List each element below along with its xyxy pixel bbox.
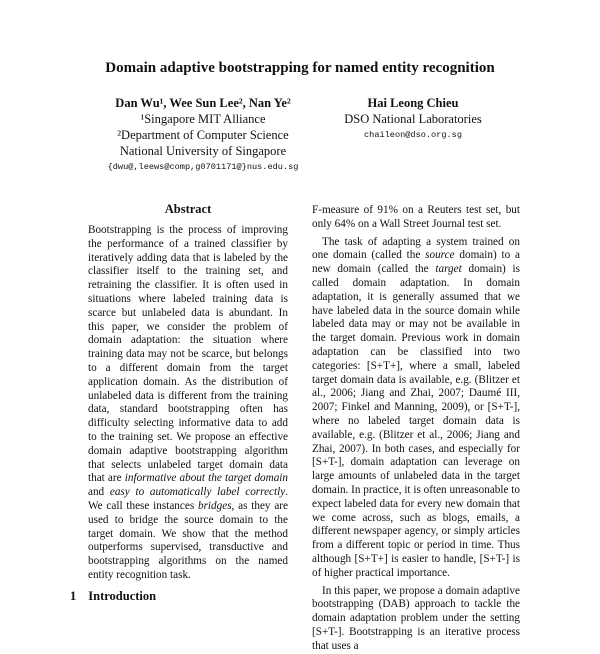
affiliation-3: National University of Singapore xyxy=(119,144,287,158)
section-heading xyxy=(70,589,156,604)
author-email-right: chaileon@dso.org.sg xyxy=(364,130,462,140)
abstract-heading: Abstract xyxy=(164,202,212,216)
abstract-text-part: Bootstrapping is the process of improving the performance of a trained classifier by iteratively adding data that is labeled by the classifier itself to the training set, and retraining the classifier. It is often used in situations where labeled training data is scarce but unlabeled data is abundant. In this paper, we consider the problem of domain adaptation: the situation where training data may not be scarce, but belongs to a different domain from the target application domain. As the distribution of unlabeled data is different from the training data, standard bootstrapping often has difficulty selecting informative data to add to the training set. We propose an effective domain adaptive bootstrapping algorithm that selects unlabeled target domain data that are xyxy=(88,224,288,485)
abstract-text-part: and xyxy=(88,486,110,499)
paragraph-domain-adaptation xyxy=(312,236,520,581)
author-name-right: Hai Leong Chieu xyxy=(367,96,459,110)
abstract-text-part: . We call these instances xyxy=(88,486,288,512)
abstract-emphasis: bridges xyxy=(197,499,232,512)
section-title: Introduction xyxy=(88,589,157,603)
paragraph-proposal: In this paper, we propose a domain adaptive bootstrapping (DAB) approach to tackle the domain adaptation problem under the setting [S+T-]. Bootstrapping is an iterative process that uses a xyxy=(312,584,520,652)
right-column xyxy=(312,204,520,654)
abstract-emphasis: informative about the target domain xyxy=(124,472,289,485)
paragraph-text-part: domain) to a new domain (called the xyxy=(312,249,521,276)
author-names-left: Dan Wu¹, Wee Sun Lee², Nan Ye² xyxy=(115,96,291,110)
author-block-right xyxy=(318,95,508,143)
abstract-text-part: , as they are used to bridge the source domain to the target domain. We show that the method outperforms supervised, transductive and bootstrapping algorithms on the named entity recognition task. xyxy=(88,499,288,581)
paragraph-text-part: domain) is called domain adaptation. In domain adaptation, it is generally assumed that we have labeled data in the source domain while labeled data may or may not be available in the target domain. Previous work in domain adaptation can be classified into two categories: [S+T+], where a small, labeled target domain data is available, e.g. (Blitzer et al., 2006; Jiang and Zhai, 2007; Daumé III, 2007; Finkel and Manning, 2009), or [S+T-], where no labeled target domain data is available, e.g. (Blitzer et al., 2006; Jiang and Zhai, 2007). In both cases, and especially for [S+T-], domain adaptation can leverage on large amounts of unlabeled data in the target domain. In practice, it is often unreasonable to expect labeled data for every new domain that we come across, such as blogs, emails, a different newspaper agency, or simply articles from a different topic or period in time. Thus although [S+T+] is easier to handle, [S+T-] is of higher practical importance. xyxy=(312,263,520,579)
affiliation-2: ²Department of Computer Science xyxy=(117,128,289,142)
author-email-left: {dwu@,leews@comp,g0701171@}nus.edu.sg xyxy=(107,162,299,172)
affiliation-1: ¹Singapore MIT Alliance xyxy=(140,112,266,126)
paragraph-emphasis: target xyxy=(435,263,462,276)
section-number: 1 xyxy=(70,589,77,603)
abstract-emphasis: easy to automatically label correctly xyxy=(109,486,286,499)
paragraph-emphasis: source xyxy=(425,249,455,262)
affiliation-right: DSO National Laboratories xyxy=(344,112,482,126)
paper-title: Domain adaptive bootstrapping for named entity recognition xyxy=(105,60,495,76)
paragraph-text-part: The task of adapting a system trained on one domain (called the xyxy=(312,235,520,262)
paragraph-continued: F-measure of 91% on a Reuters test set, but only 64% on a Wall Street Journal test set. xyxy=(312,204,520,230)
abstract-text xyxy=(88,224,288,583)
author-block-left xyxy=(88,95,318,175)
